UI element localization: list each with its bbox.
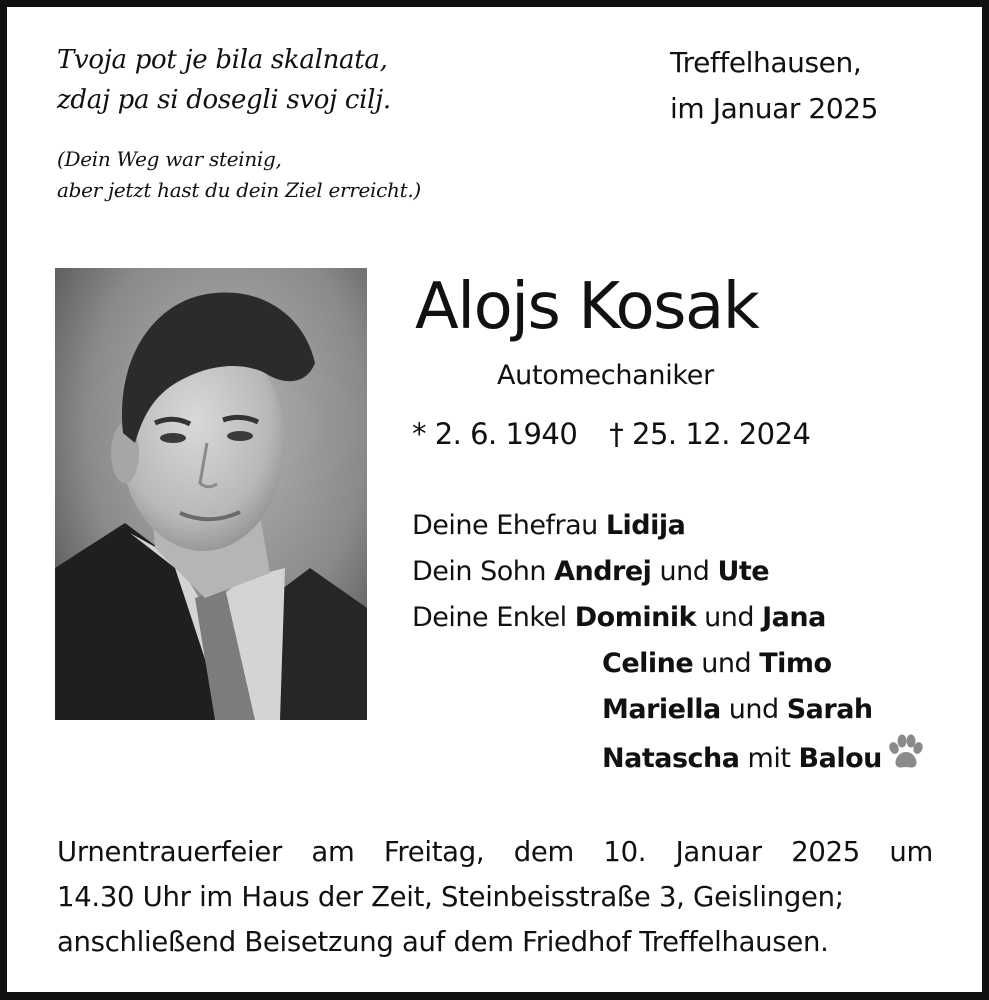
ceremony-line: Urnentrauerfeier am Freitag, dem 10. Januar 2025 um bbox=[57, 836, 933, 868]
mourner-row bbox=[412, 641, 925, 687]
death-date: † 25. 12. 2024 bbox=[609, 417, 811, 451]
mourner-row bbox=[412, 549, 925, 595]
date-line: im Januar 2025 bbox=[670, 92, 879, 125]
relation-label: Deine Ehefrau bbox=[412, 510, 606, 541]
joiner-word: und bbox=[651, 556, 718, 587]
mourner-name: Ute bbox=[717, 556, 770, 587]
mourner-row bbox=[412, 687, 925, 733]
deceased-name: Alojs Kosak bbox=[415, 270, 759, 344]
translation-line: (Dein Weg war steinig, bbox=[57, 147, 282, 171]
mourner-name: Timo bbox=[759, 648, 832, 679]
motto-line: zdaj pa si dosegli svoj cilj. bbox=[57, 85, 391, 115]
joiner-word: und bbox=[696, 602, 763, 633]
deceased-profession: Automechaniker bbox=[497, 360, 714, 391]
relation-label: Deine Enkel bbox=[412, 602, 575, 633]
mourner-name: Dominik bbox=[574, 602, 697, 633]
mourner-name: Jana bbox=[762, 602, 826, 633]
motto-line: Tvoja pot je bila skalnata, bbox=[57, 45, 388, 75]
ceremony-details bbox=[57, 830, 933, 965]
translation-line: aber jetzt hast du dein Ziel erreicht.) bbox=[57, 178, 421, 202]
motto-translation bbox=[57, 144, 421, 206]
mourner-name: Sarah bbox=[786, 694, 873, 725]
mourner-name: Balou bbox=[798, 743, 882, 774]
place-and-date bbox=[670, 40, 878, 132]
place-line: Treffelhausen, bbox=[670, 46, 862, 79]
mourner-name: Lidija bbox=[605, 510, 686, 541]
life-dates bbox=[412, 412, 811, 456]
mourner-row bbox=[412, 595, 925, 641]
mourner-name: Natascha bbox=[602, 743, 740, 774]
mourner-row bbox=[412, 503, 925, 549]
joiner-word: und bbox=[693, 648, 760, 679]
motto-slovenian bbox=[57, 40, 391, 120]
mourner-name: Mariella bbox=[602, 694, 721, 725]
joiner-word: mit bbox=[739, 743, 799, 774]
mourner-row bbox=[412, 733, 925, 779]
mourner-name: Andrej bbox=[554, 556, 652, 587]
ceremony-line: 14.30 Uhr im Haus der Zeit, Steinbeisstraße 3, Geislingen; bbox=[57, 881, 844, 913]
birth-date: * 2. 6. 1940 bbox=[412, 417, 578, 451]
relation-label: Dein Sohn bbox=[412, 556, 555, 587]
joiner-word: und bbox=[720, 694, 787, 725]
ceremony-line: anschließend Beisetzung auf dem Friedhof Treffelhausen. bbox=[57, 926, 829, 958]
portrait-photo bbox=[55, 268, 367, 720]
mourners-list bbox=[412, 503, 925, 779]
paw-icon bbox=[885, 733, 925, 788]
mourner-name: Celine bbox=[602, 648, 694, 679]
